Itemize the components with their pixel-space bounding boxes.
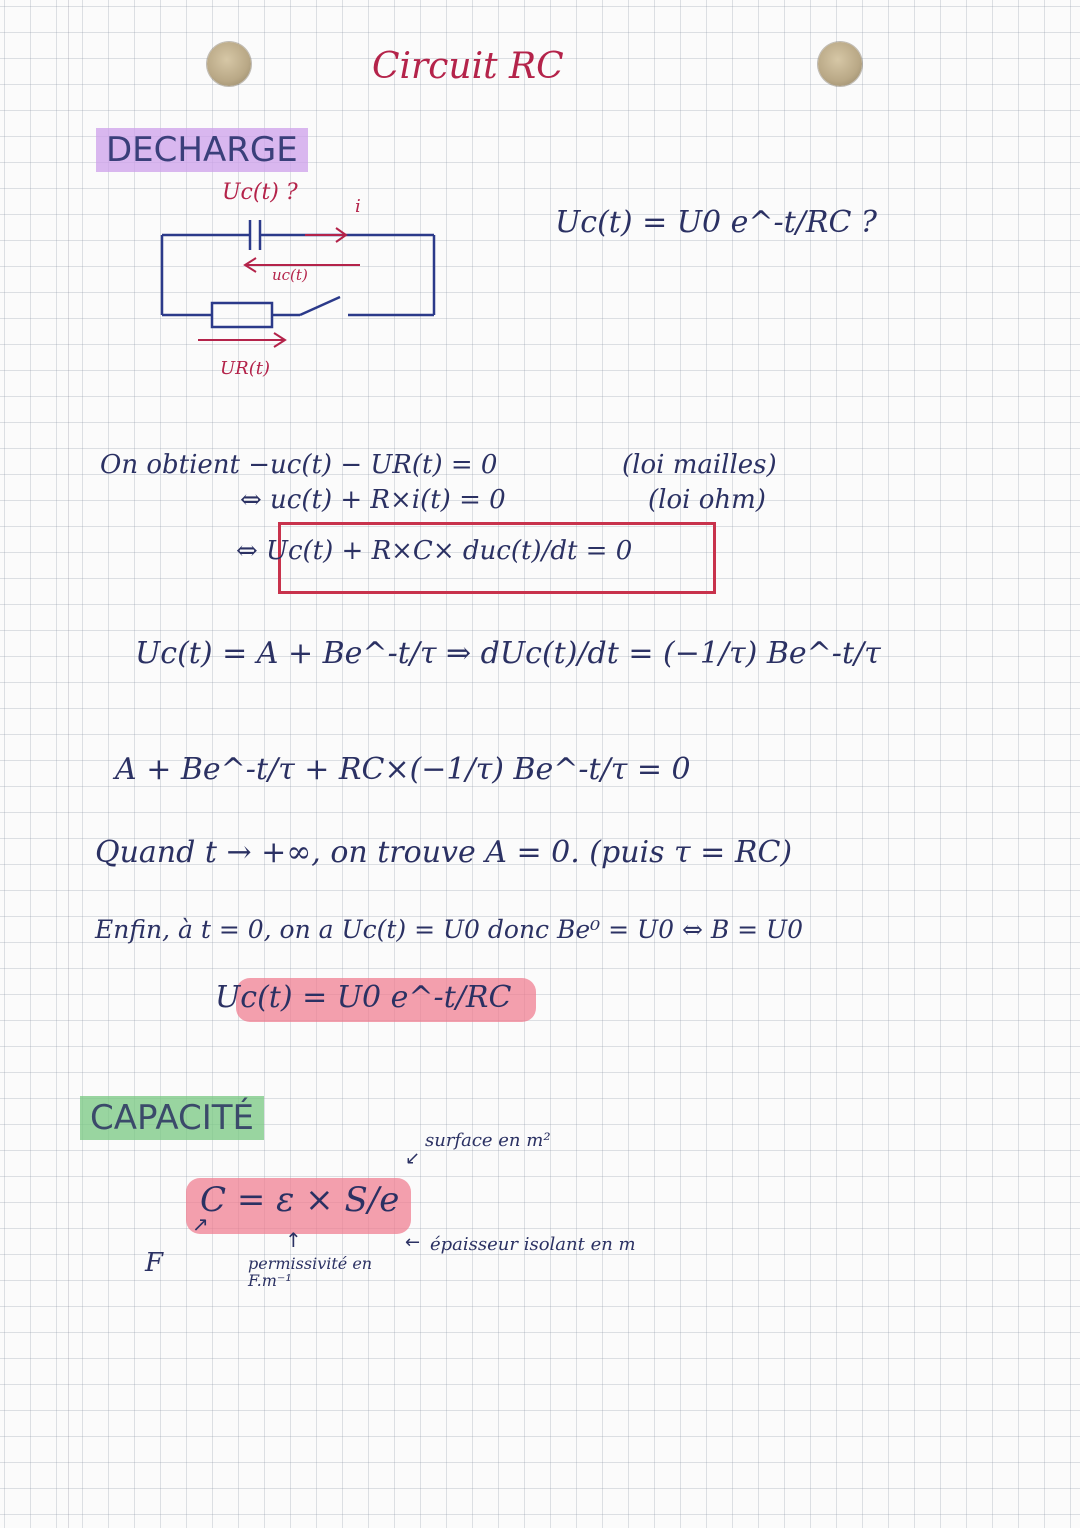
- capacitance-formula: C = ε × S/e: [200, 1180, 400, 1220]
- notebook-margin: [68, 0, 69, 1528]
- binder-hole-left: [207, 42, 251, 86]
- page-title: Circuit RC: [372, 46, 564, 87]
- arrow-to-c-icon: ↗: [192, 1212, 209, 1236]
- step-3: ⇔ Uc(t) + R×C× duc(t)/dt = 0: [236, 536, 633, 566]
- target-question: Uc(t) = U0 e^-t/RC ?: [555, 205, 878, 240]
- arrow-to-e-icon: ←: [405, 1232, 421, 1253]
- step-2: ⇔ uc(t) + R×i(t) = 0: [240, 485, 506, 515]
- permittivity-annotation: permissivité en F.m⁻¹: [248, 1254, 373, 1290]
- step-1-note: (loi mailles): [622, 450, 777, 480]
- step-1: On obtient −uc(t) − UR(t) = 0: [100, 450, 498, 480]
- initial-condition-line: Enfin, à t = 0, on a Uc(t) = U0 donc Be⁰ = U0 ⇔ B = U0: [95, 915, 804, 944]
- current-label: i: [355, 196, 361, 217]
- unit-farad: F: [145, 1248, 164, 1278]
- substitution-line: A + Be^-t/τ + RC×(−1/τ) Be^-t/τ = 0: [115, 752, 691, 787]
- ur-arrow-label: UR(t): [220, 358, 271, 379]
- limit-line: Quand t → +∞, on trouve A = 0. (puis τ = RC): [95, 835, 793, 870]
- final-result: Uc(t) = U0 e^-t/RC: [215, 980, 512, 1015]
- capacite-heading: CAPACITÉ: [80, 1096, 264, 1140]
- arrow-to-epsilon-icon: ↑: [285, 1228, 302, 1252]
- binder-hole-right: [818, 42, 862, 86]
- circuit-uc-label: Uc(t) ?: [222, 180, 298, 205]
- step-2-note: (loi ohm): [648, 485, 766, 515]
- thickness-annotation: épaisseur isolant en m: [430, 1234, 636, 1255]
- surface-annotation: surface en m²: [425, 1130, 551, 1151]
- decharge-heading: DECHARGE: [96, 128, 308, 172]
- arrow-to-s-icon: ↙: [405, 1148, 421, 1169]
- solution-form: Uc(t) = A + Be^-t/τ ⇒ dUc(t)/dt = (−1/τ) Be^-t/τ: [135, 636, 881, 671]
- uc-arrow-label: uc(t): [272, 266, 308, 284]
